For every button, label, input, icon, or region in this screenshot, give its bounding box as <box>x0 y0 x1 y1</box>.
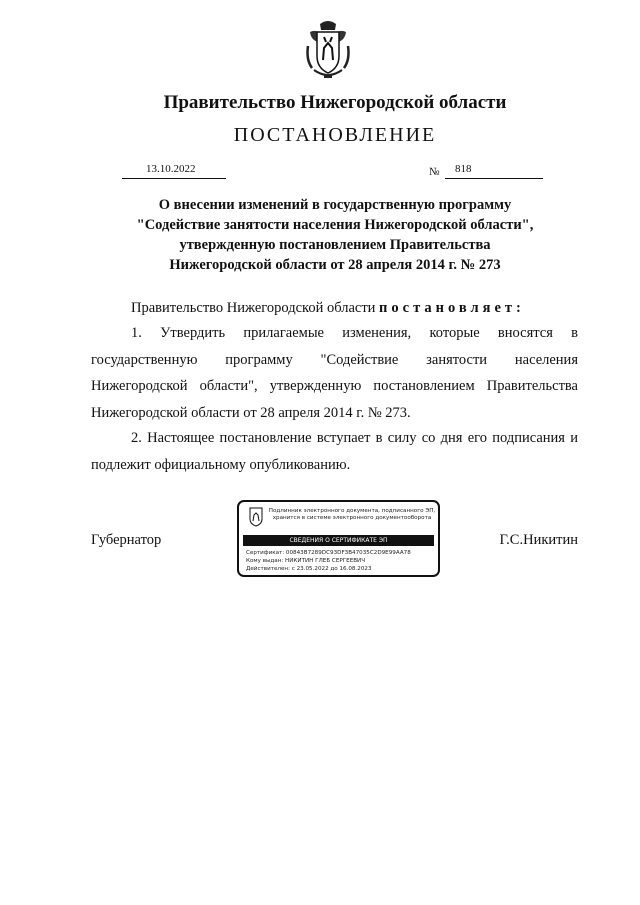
document-date: 13.10.2022 <box>122 163 226 179</box>
stamp-header-line: Подлинник электронного документа, подписанного ЭП, <box>268 508 436 514</box>
document-type: ПОСТАНОВЛЕНИЕ <box>233 124 437 146</box>
stamp-certificate-bar: СВЕДЕНИЯ О СЕРТИФИКАТЕ ЭП <box>243 535 434 546</box>
document-subject <box>0 195 640 275</box>
deer-emblem-icon <box>249 507 263 527</box>
document-number: 818 <box>445 163 543 179</box>
subject-line: Нижегородской области от 28 апреля 2014 г. № 273 <box>169 257 501 273</box>
decree-intro <box>91 300 578 317</box>
decree-item-1: 1. Утвердить прилагаемые изменения, которые вносятся в государственную программу "Содействие занятости населения Нижегородской области", утвержденную постановлением Правительства Нижегородской области от 28 апреля 2014 г. № 273. <box>91 325 578 421</box>
decree-intro-text: Правительство Нижегородской области <box>131 300 376 316</box>
decree-item-2: 2. Настоящее постановление вступает в силу со дня его подписания и подлежит официальному опубликованию. <box>91 430 578 473</box>
stamp-header <box>267 508 437 522</box>
number-label: № <box>429 166 440 178</box>
signer-position: Губернатор <box>91 532 162 548</box>
stamp-issued-to: Кому выдан: НИКИТИН ГЛЕБ СЕРГЕЕВИЧ <box>246 558 366 564</box>
stamp-header-line: хранится в системе электронного документооборота <box>272 515 432 521</box>
subject-line: утвержденную постановлением Правительства <box>179 237 491 253</box>
stamp-validity: Действителен: с 23.05.2022 до 16.08.2023 <box>246 566 372 572</box>
stamp-certificate: Сертификат: 00843B7289DC93DF3B47035C2D9E99AA78 <box>246 550 411 556</box>
subject-line: О внесении изменений в государственную программу <box>158 197 512 213</box>
signer-name: Г.С.Никитин <box>499 532 578 548</box>
decree-word: постановляет: <box>379 300 525 316</box>
org-title: Правительство Нижегородской области <box>163 92 507 113</box>
electronic-signature-stamp <box>237 500 440 577</box>
subject-line: "Содействие занятости населения Нижегородской области", <box>136 217 534 233</box>
coat-of-arms-icon <box>302 20 354 80</box>
